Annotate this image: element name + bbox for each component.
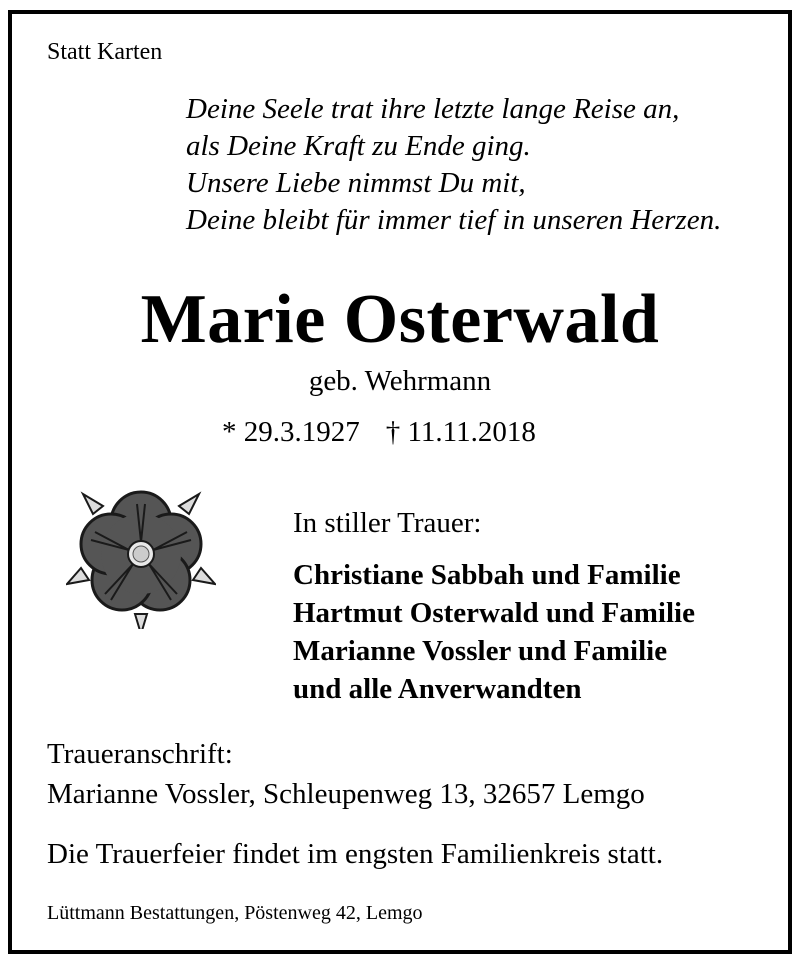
birth-date: * 29.3.1927	[222, 416, 360, 448]
mourning-intro: In stiller Trauer:	[293, 507, 482, 539]
cross-icon: †	[385, 416, 401, 448]
life-dates	[222, 418, 536, 447]
memorial-poem	[186, 95, 721, 243]
mourners-list	[293, 561, 695, 713]
undertaker-footer: Lüttmann Bestattungen, Pöstenweg 42, Lemgo	[47, 902, 423, 924]
lippe-rose-icon	[66, 484, 216, 629]
poem-line: Unsere Liebe nimmst Du mit,	[186, 167, 526, 199]
address-label: Traueranschrift:	[47, 738, 233, 770]
poem-line: als Deine Kraft zu Ende ging.	[186, 130, 531, 162]
address-value: Marianne Vossler, Schleupenweg 13, 32657 Lemgo	[47, 778, 645, 810]
death-date: 11.11.2018	[407, 416, 536, 448]
mourner-line: Marianne Vossler und Familie	[293, 635, 668, 667]
mourner-line: Hartmut Osterwald und Familie	[293, 597, 695, 629]
deceased-name: Marie Osterwald	[140, 281, 660, 358]
statt-karten-label: Statt Karten	[47, 39, 163, 65]
poem-line: Deine Seele trat ihre letzte lange Reise an,	[186, 93, 680, 125]
mourner-line: und alle Anverwandten	[293, 673, 582, 705]
poem-line: Deine bleibt für immer tief in unseren Herzen.	[186, 204, 722, 236]
birth-name: geb. Wehrmann	[308, 365, 492, 397]
ceremony-note: Die Trauerfeier findet im engsten Familienkreis statt.	[47, 838, 664, 870]
mourner-line: Christiane Sabbah und Familie	[293, 559, 681, 591]
